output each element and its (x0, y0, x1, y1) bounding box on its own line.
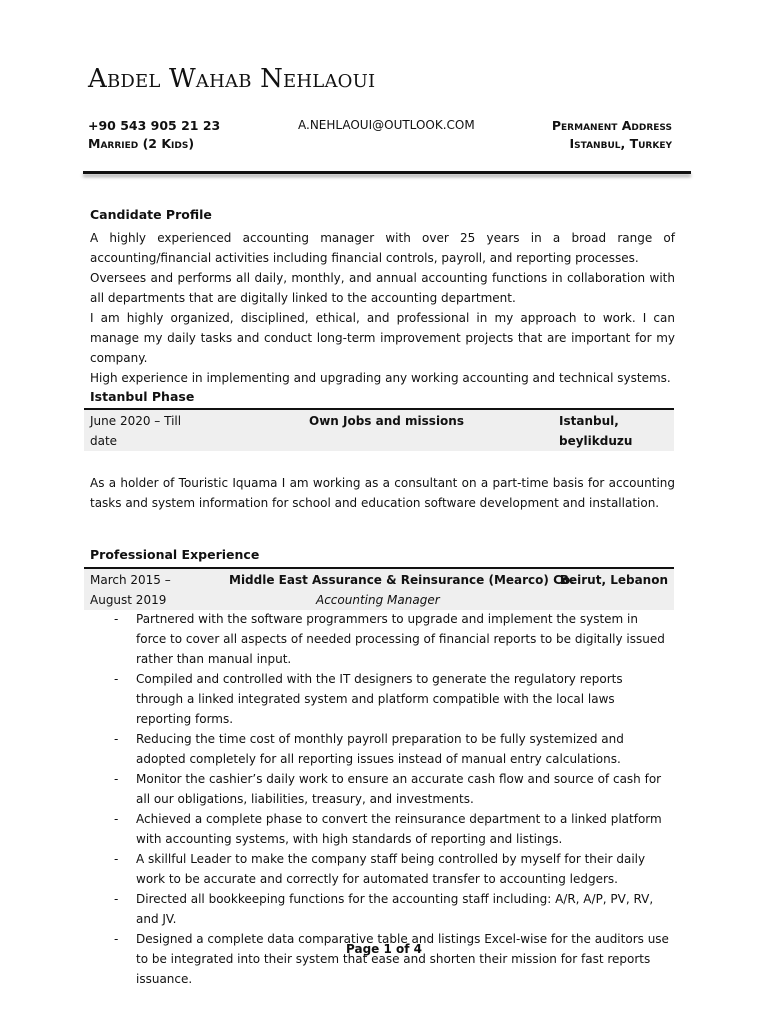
candidate-name: Abdel Wahab Nehlaoui (88, 64, 376, 94)
experience-company: Middle East Assurance & Reinsurance (Mearco) Co. (229, 573, 575, 587)
section-title-experience: Professional Experience (90, 547, 260, 562)
address-label: Permanent Address (551, 118, 672, 133)
section-title-istanbul: Istanbul Phase (90, 389, 195, 404)
experience-row (84, 569, 674, 610)
marital-status: Married (2 Kids) (88, 136, 195, 151)
phone-number: +90 543 905 21 23 (88, 118, 221, 133)
email-address: A.NEHLAOUI@OUTLOOK.COM (298, 118, 475, 132)
page-number: Page 1 of 4 (346, 942, 422, 956)
profile-line: High experience in implementing and upgrading any working accounting and technical systems. (90, 371, 671, 385)
list-item: - Partnered with the software programmers to upgrade and implement the system in force to cover all aspects of needed processing of financial reports to be digitally issued rather than manual input. (110, 609, 670, 669)
section-title-profile: Candidate Profile (90, 207, 212, 222)
experience-date: March 2015 – August 2019 (90, 573, 171, 607)
profile-line: Oversees and performs all daily, monthly, and annual accounting functions in collaboration with all departments that are digitally linked to the accounting department. (90, 271, 675, 305)
address-city: Istanbul, Turkey (569, 136, 672, 151)
istanbul-date: June 2020 – Till date (90, 414, 182, 448)
list-item: - Directed all bookkeeping functions for the accounting staff including: A/R, A/P, PV, RV, and JV. (110, 889, 670, 929)
list-item: - Monitor the cashier’s daily work to ensure an accurate cash flow and source of cash for all our obligations, liabilities, treasury, and investments. (110, 769, 670, 809)
profile-paragraph (90, 228, 675, 388)
list-item: - Compiled and controlled with the IT designers to generate the regulatory reports through a linked integrated system and platform compatible with the local laws reporting forms. (110, 669, 670, 729)
header-divider (83, 171, 691, 174)
profile-line: I am highly organized, disciplined, ethical, and professional in my approach to work. I can manage my daily tasks and conduct long-term improvement projects that are important for my company. (90, 311, 675, 365)
profile-line: A highly experienced accounting manager with over 25 years in a broad range of accounting/financial activities including financial controls, payroll, and reporting processes. (90, 231, 675, 265)
istanbul-row (84, 410, 674, 451)
istanbul-role: Own Jobs and missions (309, 414, 464, 428)
experience-bullets (110, 609, 670, 989)
list-item: - Designed a complete data comparative table and listings Excel-wise for the auditors use to be integrated into their system that ease and shorten their mission for fast reports issuance. (110, 929, 670, 989)
experience-position: Accounting Manager (316, 593, 440, 607)
experience-location: Beirut, Lebanon (559, 573, 668, 587)
list-item: - Achieved a complete phase to convert the reinsurance department to a linked platform with accounting systems, with high standards of reporting and listings. (110, 809, 670, 849)
list-item: - Reducing the time cost of monthly payroll preparation to be fully systemized and adopted completely for all reporting issues instead of manual entry calculations. (110, 729, 670, 769)
list-item: - A skillful Leader to make the company staff being controlled by myself for their daily work to be accurate and correctly for automated transfer to accounting ledgers. (110, 849, 670, 889)
istanbul-location: Istanbul, beylikduzu (559, 414, 633, 448)
istanbul-description: As a holder of Touristic Iquama I am working as a consultant on a part-time basis for accounting tasks and system information for school and education software development and installation. (90, 476, 675, 510)
